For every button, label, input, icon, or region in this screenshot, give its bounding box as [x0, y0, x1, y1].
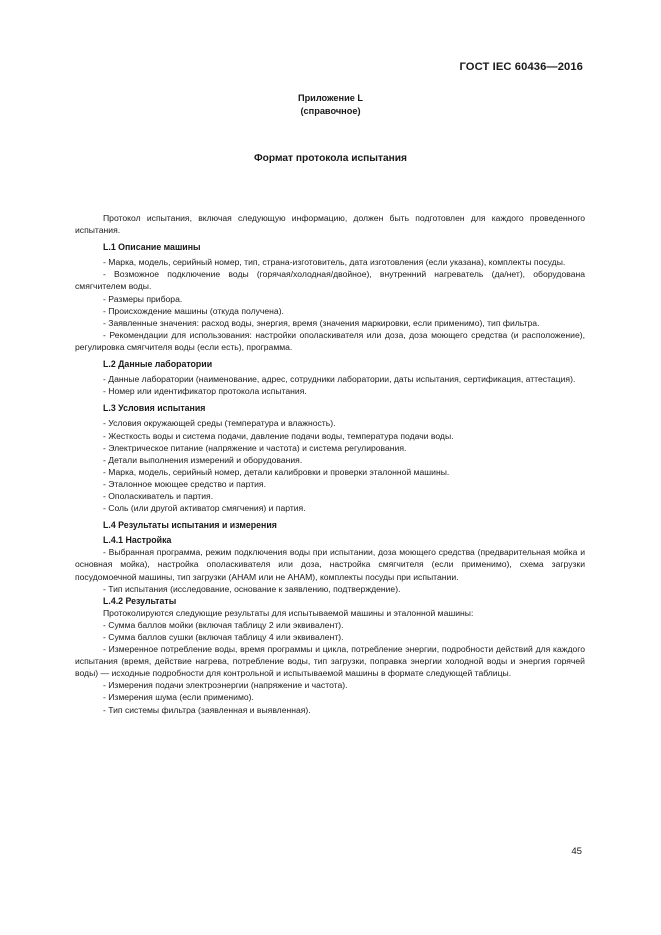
page-number: 45 [571, 846, 582, 857]
list-item: - Электрическое питание (напряжение и частота) и система регулирования. [103, 442, 407, 453]
list-item: - Соль (или другой активатор смягчения) и партия. [103, 503, 306, 514]
list-item: - Марка, модель, серийный номер, детали калибровки и проверки эталонной машины. [103, 466, 450, 477]
list-item: - Эталонное моющее средство и партия. [103, 478, 266, 489]
standard-number: ГОСТ IEC 60436—2016 [459, 61, 583, 73]
section-heading-l2: L.2 Данные лаборатории [103, 359, 213, 370]
list-item: - Размеры прибора. [103, 293, 183, 304]
list-item: - Заявленные значения: расход воды, энергия, время (значения маркировки, если применимо), тип фильтра. [103, 317, 540, 328]
list-item: - Данные лаборатории (наименование, адрес, сотрудники лаборатории, даты испытания, сертификация, аттестация). [103, 374, 576, 385]
list-item: - Марка, модель, серийный номер, тип, страна-изготовитель, дата изготовления (если указана), комплекты посуды. [103, 257, 566, 268]
list-item: - Тип испытания (исследование, основание к заявлению, подтверждение). [103, 583, 401, 594]
list-item: - Выбранная программа, режим подключения воды при испытании, доза моющего средства (предварительная мойка и основная мойка), настройка ополаскивателя или доза, настройка смягчителя (если применимо), схема загрузки посудомоечной машины, тип загрузки (AHAM или не AHAM), комплекты посуды при испытании. [75, 547, 585, 582]
page-title: Формат протокола испытания [253, 153, 407, 164]
list-item: - Тип системы фильтра (заявленная и выявленная). [103, 704, 311, 715]
list-item: - Номер или идентификатор протокола испытания. [103, 386, 307, 397]
list-item: - Измеренное потребление воды, время программы и цикла, потребление энергии, подробности действий для каждого испытания (время, действие нагрева, потребление воды, тип загрузки, поправка энергии холодной воды и энергия горячей воды) — исходные подробности для контрольной и испытываемой машины в формате следующей таблицы. [75, 644, 585, 679]
annex-heading [0, 92, 661, 118]
list-item: - Ополаскиватель и партия. [103, 490, 214, 501]
annex-title: Приложение L [297, 93, 364, 103]
annex-subtitle: (справочное) [300, 106, 361, 116]
list-item: - Измерения шума (если применимо). [103, 692, 254, 703]
list-item: - Сумма баллов сушки (включая таблицу 4 или эквивалент). [103, 632, 344, 642]
list-item: - Сумма баллов мойки (включая таблицу 2 или эквивалент). [103, 619, 344, 630]
subsection-heading-l42: L.4.2 Результаты [103, 595, 177, 606]
list-item: - Возможное подключение воды (горячая/холодная/двойное), внутренний нагреватель (да/нет), оборудована смягчителем воды. [75, 269, 585, 292]
section-heading-l4: L.4 Результаты испытания и измерения [103, 520, 277, 531]
results-intro: Протоколируются следующие результаты для испытываемой машины и эталонной машины: [103, 607, 474, 618]
intro-paragraph: Протокол испытания, включая следующую информацию, должен быть подготовлен для каждого проведенного испытания. [75, 213, 585, 236]
list-item: - Измерения подачи электроэнергии (напряжение и частота). [103, 680, 348, 691]
document-body [75, 212, 585, 716]
section-heading-l3: L.3 Условия испытания [103, 403, 206, 414]
list-item: - Условия окружающей среды (температура и влажность). [103, 418, 336, 429]
list-item: - Рекомендации для использования: настройки ополаскивателя или доза, доза моющего средства (и расположение), регулировка смягчителя воды (если есть), программа. [75, 329, 585, 352]
list-item: - Происхождение машины (откуда получена). [103, 305, 284, 316]
list-item: - Жесткость воды и система подачи, давление подачи воды, температура подачи воды. [103, 430, 454, 441]
list-item: - Детали выполнения измерений и оборудования. [103, 454, 303, 465]
section-heading-l1: L.1 Описание машины [103, 242, 201, 253]
subsection-heading-l41: L.4.1 Настройка [103, 535, 172, 546]
